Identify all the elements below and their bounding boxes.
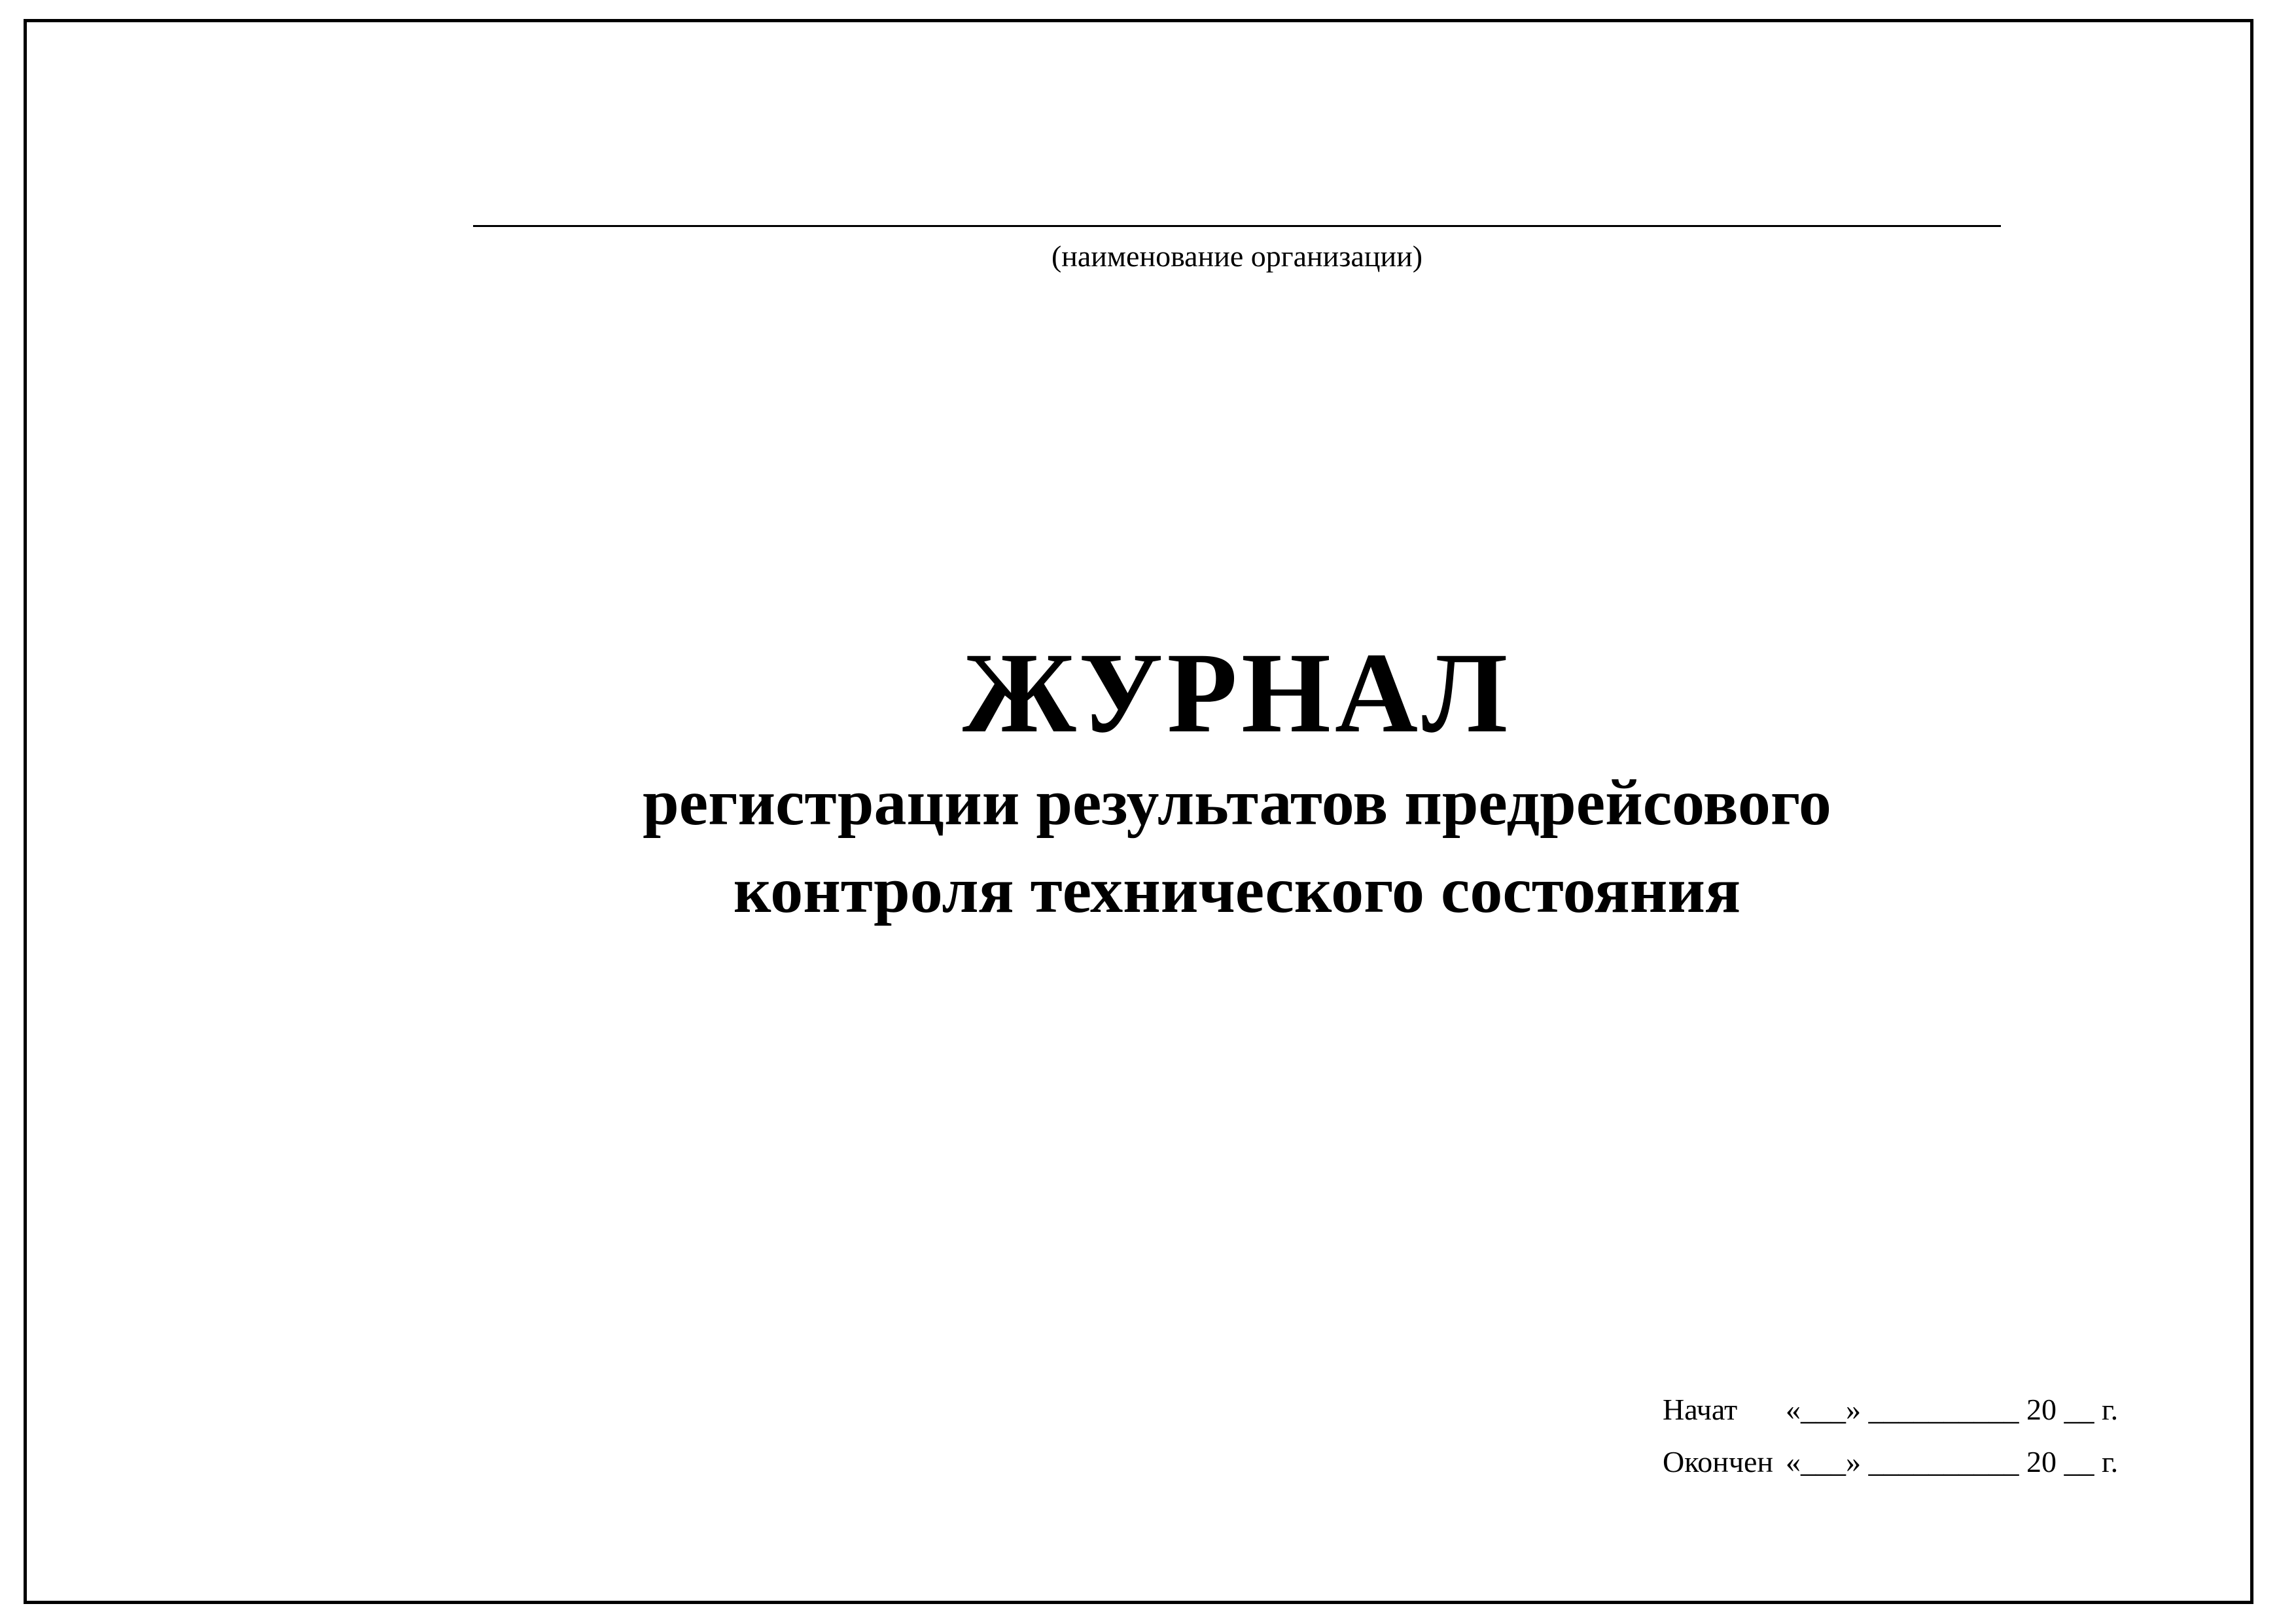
dates-block: [1663, 1392, 2118, 1497]
organization-name-line: [473, 225, 2001, 227]
finished-date-row: [1663, 1444, 2118, 1497]
started-date-row: [1663, 1392, 2118, 1444]
started-label: Начат: [1663, 1393, 1738, 1426]
journal-title: ЖУРНАЛ: [962, 629, 1512, 757]
title-block: [0, 628, 2296, 934]
journal-subtitle-line-1: регистрации результатов предрейсового: [643, 766, 1831, 839]
finished-date-field: «___» __________ 20 __ г.: [1786, 1445, 2119, 1478]
started-date-field: «___» __________ 20 __ г.: [1786, 1393, 2119, 1426]
journal-subtitle-line-2: контроля технического состояния: [733, 854, 1741, 926]
finished-label: Окончен: [1663, 1445, 1774, 1478]
organization-caption: (наименование организации): [1051, 239, 1423, 273]
